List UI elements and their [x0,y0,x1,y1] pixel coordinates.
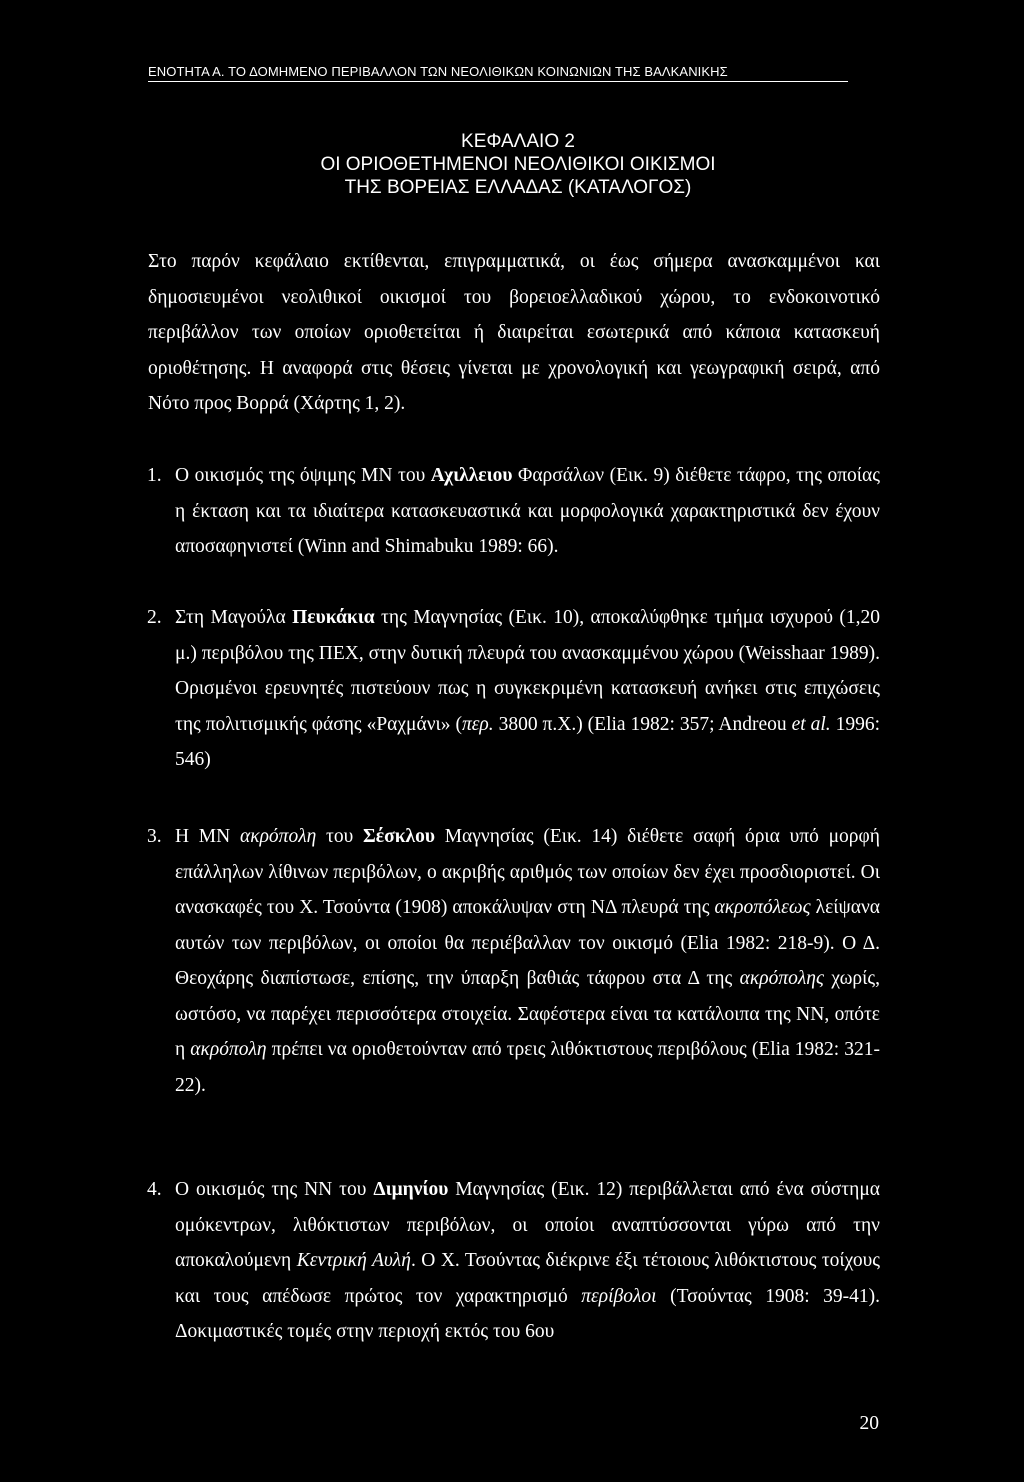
chapter-title-line-2: ΤΗΣ ΒΟΡΕΙΑΣ ΕΛΛΑΔΑΣ (ΚΑΤΑΛΟΓΟΣ) [344,177,692,198]
site-name: Πευκάκια [292,607,375,628]
intro-paragraph: Στο παρόν κεφάλαιο εκτίθενται, επιγραμματικά, οι έως σήμερα ανασκαμμένοι και δημοσιευμένοι νεολιθικοί οικισμοί του βορειοελλαδικού χώρου, το ενδοκοινοτικό περιβάλλον των οποίων οριοθετείται ή διαιρείται εσωτερικά από κάποια κατασκευή οριοθέτησης. Η αναφορά στις θέσεις γίνεται με χρονολογική και γεωγραφική σειρά, από Νότο προς Βορρά (Χάρτης 1, 2). [148,251,880,414]
item-text: . Ο Χ. Τσούντας διέκρινε έξι τέτοιους λιθόκτιστους τοίχους και τους απέδωσε πρώτος τον χαρακτηρισμό [175,1250,881,1307]
item-text: της Μαγνησίας (Εικ. 10), αποκαλύφθηκε τμήμα ισχυρού (1,20 μ.) περιβόλου της ΠΕΧ, στην δυτική πλευρά του ανασκαμμένου χώρου (Weisshaar 1989). Ορισμένοι ερευνητές πιστεύουν πως η συγκεκριμένη κατασκευή ανήκει στις επιχώσεις της πολιτισμικής φάσης «Ραχμάνι» ( [175,607,881,735]
item-number: 2. [147,607,162,628]
site-name: Διμηνίου [373,1179,449,1200]
catalog-item-2 [147,600,881,778]
item-text: Μαγνησίας (Εικ. 14) διέθετε σαφή όρια υπό μορφή επάλληλων λίθινων περιβόλων, ο ακριβής αριθμός των οποίων δεν έχει προσδιοριστεί. Οι ανασκαφές του Χ. Τσούντα (1908) αποκάλυψαν στη ΝΔ πλευρά της [175,826,880,918]
item-text: (Τσούντας 1908: 39-41). Δοκιμαστικές τομές στην περιοχή εκτός του 6ου [175,1285,880,1342]
item-text: Στη Μαγούλα [175,607,293,628]
item-text-italic: Κεντρική Αυλή [296,1250,411,1271]
item-text: Ο οικισμός της όψιμης ΜΝ του [175,465,431,486]
item-text: πρέπει να οριοθετούνταν από τρεις λιθόκτιστους περιβόλους (Elia 1982: 321-22). [175,1039,880,1096]
item-text: χωρίς, ωστόσο, να παρέχει περισσότερα στοιχεία. Σαφέστερα είναι τα κατάλοιπα της ΝΝ, οπότε η [175,968,880,1060]
site-name: Σέσκλου [363,826,435,847]
catalog-item-3 [147,819,880,1103]
item-text-italic: περίβολοι [581,1285,657,1307]
chapter-title-line-1: ΟΙ ΟΡΙΟΘΕΤΗΜΕΝΟΙ ΝΕΟΛΙΘΙΚΟΙ ΟΙΚΙΣΜΟΙ [320,154,716,175]
item-text-italic: περ. [461,713,494,735]
item-text-italic: ακρόπολη [239,826,317,847]
item-text: Ο οικισμός της ΝΝ του [175,1179,374,1200]
item-text: 3800 π.Χ.) (Elia 1982: 357; Andreou [493,713,792,735]
item-text: Μαγνησίας (Εικ. 12) περιβάλλεται από ένα σύστημα ομόκεντρων, λιθόκτιστων περιβόλων, οι οποίοι αναπτύσσονται γύρω από την αποκαλούμενη [175,1179,880,1271]
chapter-title [148,130,888,199]
item-text-italic: ακρόπολη [190,1039,267,1060]
item-text-italic: ακρόπολης [739,968,824,989]
item-text: Η ΜΝ [175,826,240,847]
item-text-italic: et al. [791,713,831,735]
item-text: του [316,826,364,847]
item-number: 3. [147,826,162,847]
item-number: 4. [147,1179,162,1200]
item-text-italic: ακροπόλεως [714,897,811,918]
item-text: Φαρσάλων (Εικ. 9) διέθετε τάφρο, της οποίας η έκταση και τα ιδιαίτερα κατασκευαστικά και μορφολογικά χαρακτηριστικά δεν έχουν αποσαφηνιστεί (Winn and Shimabuku 1989: 66). [175,465,880,557]
catalog-item-4 [147,1172,881,1350]
chapter-number: ΚΕΦΑΛΑΙΟ 2 [461,131,575,152]
item-text: 1996: 546) [175,713,881,770]
catalog-item-1 [147,458,880,565]
running-header: ΕΝΟΤΗΤΑ Α. ΤΟ ΔΟΜΗΜΕΝΟ ΠΕΡΙΒΑΛΛΟΝ ΤΩΝ ΝΕΟΛΙΘΙΚΩΝ ΚΟΙΝΩΝΙΩΝ ΤΗΣ ΒΑΛΚΑΝΙΚΗΣ [148,64,848,82]
site-name: Αχιλλειου [430,465,513,486]
item-text: λείψανα αυτών των περιβόλων, οι οποίοι θα περιέβαλλαν τον οικισμό (Elia 1982: 218-9). Ο Δ. Θεοχάρης διαπίστωσε, επίσης, την ύπαρξη βαθιάς τάφρου στα Δ της [175,897,880,989]
item-number: 1. [147,465,162,486]
page-number: 20 [859,1413,879,1434]
